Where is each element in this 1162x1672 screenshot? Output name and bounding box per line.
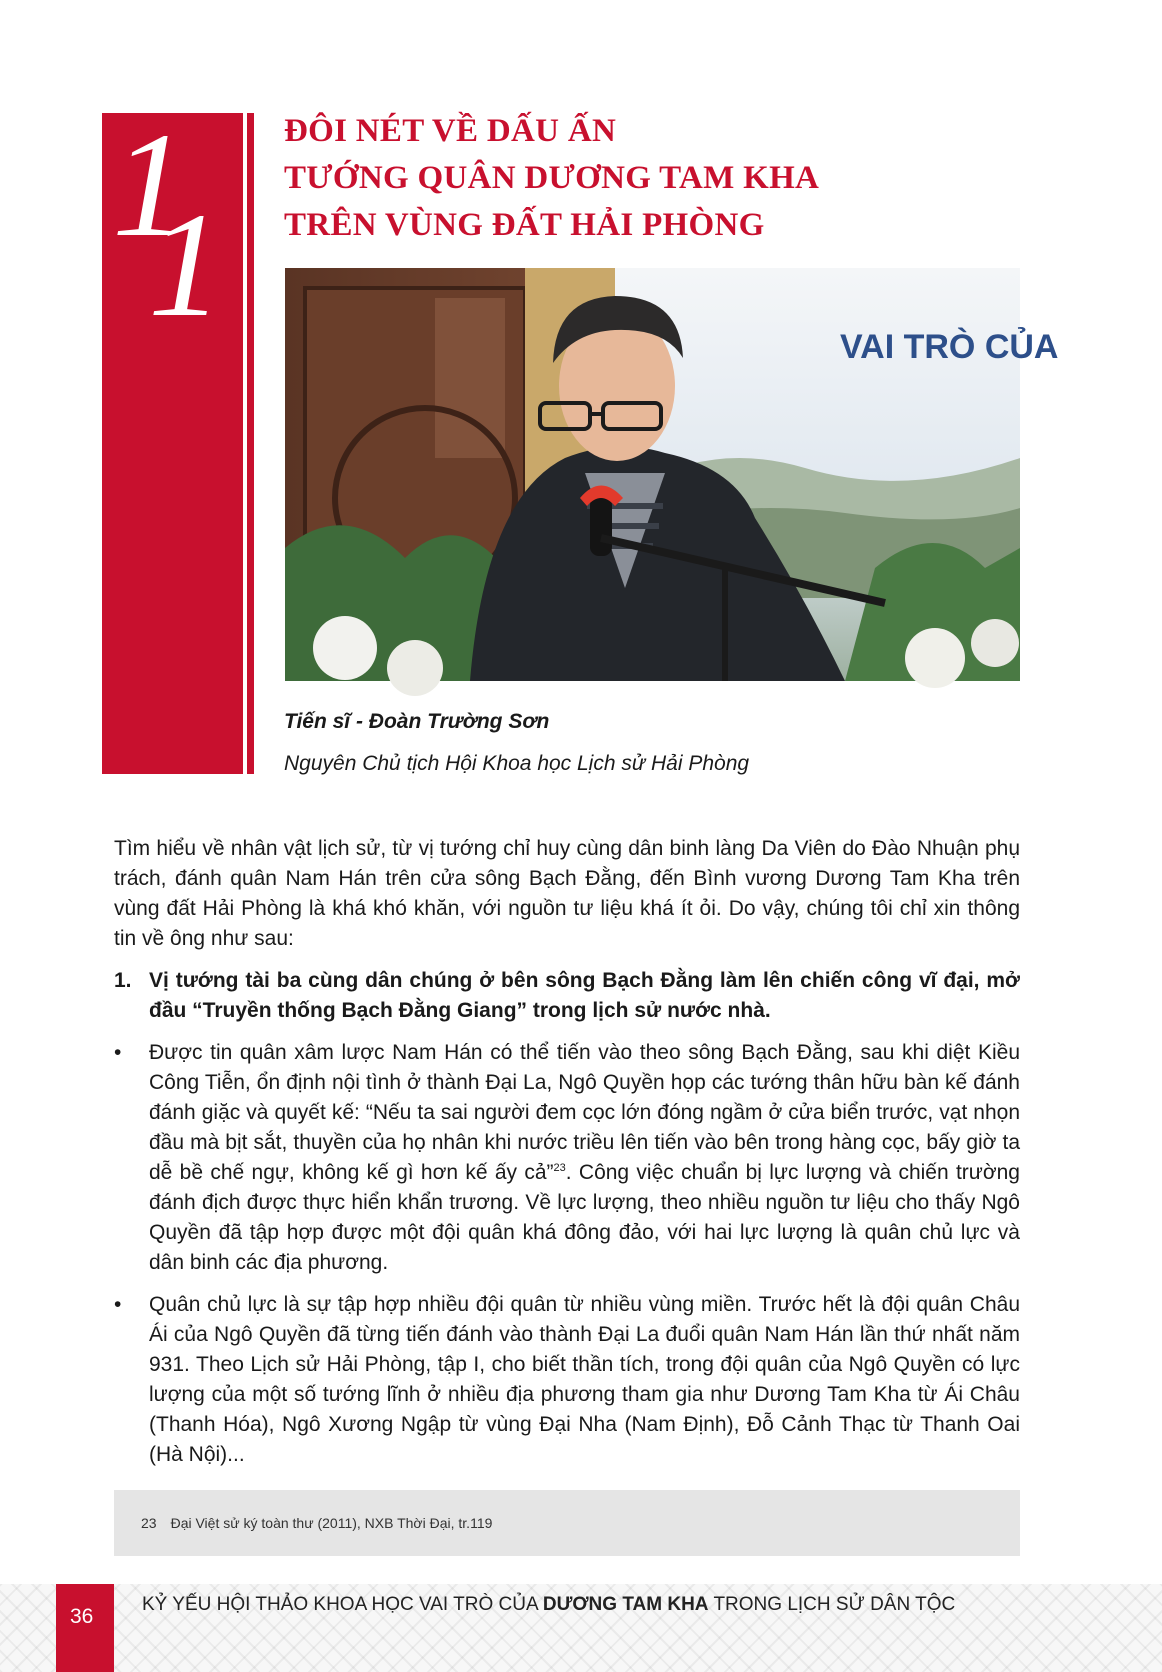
title-line-2: TƯỚNG QUÂN DƯƠNG TAM KHA [284, 160, 820, 196]
bullet-1-text-b: . Công việc chuẩn bị lực lượng và chiến trường đánh địch được thực hiển khẩn trương. Về lực lượng, theo nhiều nguồn tư liệu cho thấy Ngô Quyền đã tập hợp được một đội quân khá đông đảo, với hai lực lượng là quân chủ lực và dân binh các địa phương. [149, 1161, 1020, 1274]
footnote-number: 23 [141, 1515, 157, 1531]
bullet-2-text: Quân chủ lực là sự tập hợp nhiều đội quân từ nhiều vùng miền. Trước hết là đội quân Châu Ái của Ngô Quyền đã từng tiến đánh vào thành Đại La đuổi quân Nam Hán lần thứ nhất năm 931. Theo Lịch sử Hải Phòng, tập I, cho biết thần tích, trong đội quân của Ngô Quyền có lực lượng của một số tướng lĩnh ở nhiều địa phương tham gia như Dương Tam Kha từ Ái Châu (Thanh Hóa), Ngô Xương Ngập từ vùng Đại Nha (Nam Định), Đỗ Cảnh Thạc từ Thanh Oai (Hà Nội)... [149, 1293, 1020, 1466]
title-line-3: TRÊN VÙNG ĐẤT HẢI PHÒNG [284, 207, 765, 243]
bullet-symbol: • [114, 1293, 122, 1316]
chapter-number-digit-1: 1 [112, 102, 187, 268]
section-heading-text: Vị tướng tài ba cùng dân chúng ở bên sông Bạch Đằng làm lên chiến công vĩ đại, mở đầu “Truyền thống Bạch Đằng Giang” trong lịch sử nước nhà. [149, 969, 1020, 1022]
running-footer [142, 1594, 955, 1616]
footer-text-before: KỶ YẾU HỘI THẢO KHOA HỌC VAI TRÒ CỦA [142, 1594, 543, 1615]
banner-text: VAI TRÒ CỦA [840, 328, 1059, 366]
speaker-name: Tiến sĩ - Đoàn Trường Sơn [284, 710, 550, 733]
footnote-text: Đại Việt sử ký toàn thư (2011), NXB Thời Đại, tr.119 [170, 1515, 493, 1531]
bullet-item-1 [114, 1038, 1020, 1278]
chapter-number-digit-2: 1 [148, 182, 223, 348]
article-title [284, 108, 1104, 249]
footnote [141, 1515, 492, 1531]
footnote-box [114, 1490, 1020, 1556]
footer-text-after: TRONG LỊCH SỬ DÂN TỘC [708, 1594, 956, 1615]
bullet-symbol: • [114, 1041, 122, 1064]
section-heading-1 [114, 966, 1020, 1026]
chapter-red-rule [247, 113, 254, 774]
article-body [114, 834, 1020, 1470]
speaker-role: Nguyên Chủ tịch Hội Khoa học Lịch sử Hải Phòng [284, 752, 750, 775]
chapter-number [102, 102, 243, 348]
speaker-photo [285, 268, 1059, 681]
bullet-item-2 [114, 1290, 1020, 1470]
section-number: 1. [114, 969, 132, 992]
page-number-box [56, 1584, 114, 1672]
footer-text-bold: DƯƠNG TAM KHA [542, 1594, 709, 1615]
bullet-1-text-a: Được tin quân xâm lược Nam Hán có thể tiến vào theo sông Bạch Đằng, sau khi diệt Kiều Công Tiễn, ổn định nội tình ở thành Đại La, Ngô Quyền họp các tướng thân hữu bàn kế đánh đánh giặc và quyết kế: “Nếu ta sai người đem cọc lớn đóng ngầm ở cửa biển trước, vạt nhọn đầu mà bịt sắt, thuyền của họ nhân khi nước triều lên tiến vào bên trong hàng cọc, bấy giờ ta dễ bề chế ngự, không kế gì hơn kế ấy cả” [149, 1041, 1020, 1184]
intro-paragraph: Tìm hiểu về nhân vật lịch sử, từ vị tướng chỉ huy cùng dân binh làng Da Viên do Đào Nhuận phụ trách, đánh quân Nam Hán trên cửa sông Bạch Đằng, đến Bình vương Dương Tam Kha trên vùng đất Hải Phòng là khá khó khăn, với nguồn tư liệu khá ít ỏi. Do vậy, chúng tôi chỉ xin thông tin về ông như sau: [114, 837, 1020, 950]
title-line-1: ĐÔI NÉT VỀ DẤU ẤN [284, 113, 617, 149]
footnote-ref[interactable]: 23 [553, 1162, 566, 1174]
page-number: 36 [70, 1605, 94, 1628]
